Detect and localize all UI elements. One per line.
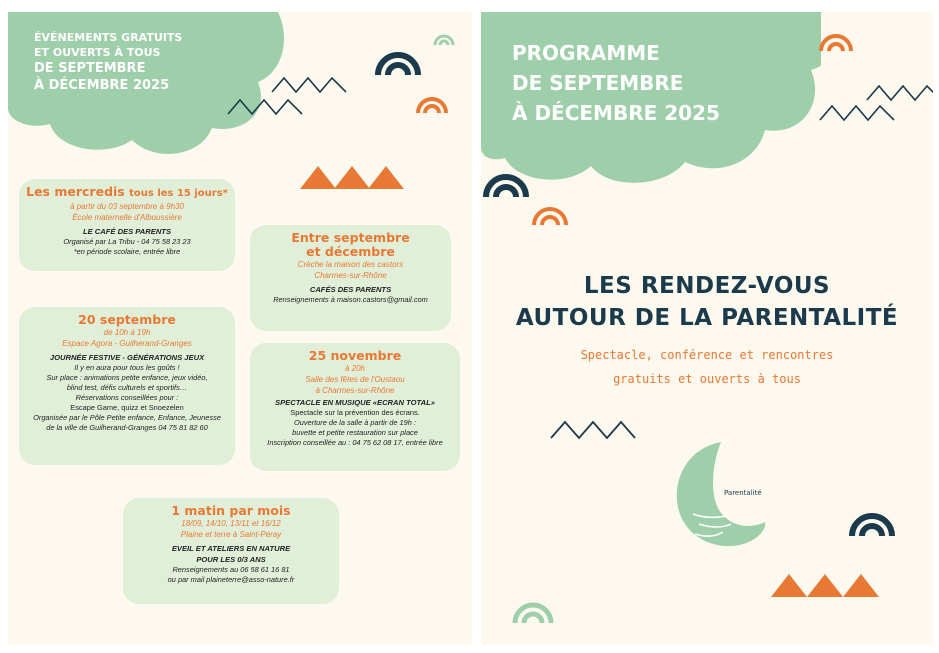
right-panel bbox=[481, 12, 933, 645]
event-info: Renseignements à maison.castors@gmail.com bbox=[273, 295, 428, 304]
event-title-2: et décembre bbox=[306, 244, 395, 259]
navy-rainbow-icon bbox=[372, 37, 424, 77]
event-note: *en période scolaire, entrée libre bbox=[73, 247, 181, 256]
orange-triangles-decoration bbox=[771, 572, 883, 598]
orange-rainbow-icon bbox=[415, 88, 449, 114]
program-line-2: DE SEPTEMBRE bbox=[512, 71, 684, 95]
event-time: de 10h à 19h bbox=[103, 328, 151, 337]
header-line-2: ET OUVERTS À TOUS bbox=[34, 46, 161, 59]
event-name: CAFÉS DES PARENTS bbox=[309, 285, 392, 294]
event-card-journee-festive bbox=[19, 307, 235, 465]
event-info-line: Spectacle sur la prévention des écrans. bbox=[290, 408, 420, 417]
event-info-line: Inscription conseillée au : 04 75 62 08 17, entrée libre bbox=[267, 438, 443, 447]
event-organizer-contact: de la ville de Guilherand-Granges 04 75 81 82 60 bbox=[46, 423, 208, 432]
event-card-eveil-nature bbox=[123, 498, 339, 604]
small-green-rainbow-icon bbox=[433, 30, 455, 46]
event-info-line: Sur place : animations petite enfance, jeux vidéo, bbox=[46, 373, 208, 382]
event-card-cafe-parents bbox=[19, 179, 235, 271]
green-rainbow-icon bbox=[511, 590, 555, 624]
event-title: 1 matin par mois bbox=[171, 503, 291, 518]
brochure-subtitle-line-2: gratuits et ouverts à tous bbox=[613, 372, 801, 386]
event-title: 20 septembre bbox=[78, 312, 176, 327]
orange-triangles-decoration bbox=[300, 164, 408, 190]
event-location: École maternelle d'Alboussière bbox=[72, 213, 182, 222]
event-frequency: tous les 15 jours* bbox=[129, 188, 228, 199]
event-name: SPECTACLE EN MUSIQUE «ECRAN TOTAL» bbox=[275, 398, 435, 407]
event-info-line: buvette et petite restauration sur place bbox=[292, 428, 418, 437]
event-info-line: Réservations conseillées pour : bbox=[75, 393, 179, 402]
event-info-line: Escape Game, quizz et Snoezelen bbox=[70, 403, 184, 412]
orange-rainbow-icon bbox=[531, 198, 569, 226]
navy-rainbow-icon bbox=[847, 497, 897, 537]
event-organizer: Organisée par le Pôle Petite enfance, Enfance, Jeunesse bbox=[33, 413, 221, 422]
event-card-ecran-total bbox=[250, 343, 460, 471]
event-location: Salle des fêtes de l'Oustaou bbox=[305, 375, 405, 384]
orange-rainbow-icon bbox=[818, 24, 854, 52]
event-info-line: Renseignements au 06 58 61 16 81 bbox=[172, 565, 290, 574]
event-time: à 20h bbox=[344, 364, 366, 373]
event-city: à Charmes-sur-Rhône bbox=[315, 386, 395, 395]
event-info: Organisé par La Tribu - 04 75 58 23 23 bbox=[63, 237, 191, 246]
event-card-cafes-parents-castors bbox=[250, 225, 451, 331]
header-line-4: À DÉCEMBRE 2025 bbox=[34, 78, 170, 93]
event-name: LE CAFÉ DES PARENTS bbox=[82, 227, 172, 236]
event-info-line: blind test, défis culturels et sportifs… bbox=[66, 383, 188, 392]
zigzag-line-decoration bbox=[226, 96, 306, 118]
zigzag-line-decoration bbox=[865, 82, 933, 104]
zigzag-line-decoration bbox=[818, 102, 898, 124]
event-info-line: Ouverture de la salle à partir de 19h : bbox=[293, 418, 416, 427]
event-location: Plaine et terre à Saint-Péray bbox=[180, 530, 282, 539]
event-date: à partir du 03 septembre à 9h30 bbox=[70, 202, 184, 211]
zigzag-line-decoration bbox=[270, 74, 350, 96]
event-audience: POUR LES 0/3 ANS bbox=[196, 555, 266, 564]
brochure-title-line-1: LES RENDEZ-VOUS bbox=[583, 273, 831, 299]
brochure-subtitle bbox=[481, 343, 933, 391]
brochure-title bbox=[481, 270, 933, 334]
event-info-line: ou par mail plaineterre@asso-nature.fr bbox=[167, 575, 295, 584]
event-name: EVEIL ET ATELIERS EN NATURE bbox=[171, 544, 291, 553]
event-title: Les mercredis bbox=[26, 184, 125, 199]
event-info-line: Il y en aura pour tous les goûts ! bbox=[74, 363, 180, 372]
program-line-3: À DÉCEMBRE 2025 bbox=[512, 101, 720, 125]
event-dates: 18/09, 14/10, 13/11 et 16/12 bbox=[181, 519, 281, 528]
header-line-1: ÉVÉNEMENTS GRATUITS bbox=[34, 31, 183, 44]
navy-rainbow-icon bbox=[481, 158, 531, 198]
event-city: Charmes-sur-Rhône bbox=[314, 271, 387, 280]
event-title: 25 novembre bbox=[308, 348, 402, 363]
event-location: Crèche la maison des castors bbox=[297, 260, 404, 269]
brochure-subtitle-line-1: Spectacle, conférence et rencontres bbox=[580, 348, 834, 362]
header-line-3: DE SEPTEMBRE bbox=[34, 61, 146, 76]
zigzag-line-decoration bbox=[549, 416, 639, 442]
event-title: Entre septembre bbox=[291, 230, 410, 245]
program-line-1: PROGRAMME bbox=[512, 41, 660, 65]
event-location: Espace Agora - Guilherand-Granges bbox=[62, 339, 192, 348]
brochure-title-line-2: AUTOUR DE LA PARENTALITÉ bbox=[515, 305, 899, 331]
left-panel bbox=[8, 12, 472, 645]
logo-text: Parentalité bbox=[724, 489, 762, 497]
event-name: JOURNÉE FESTIVE - GÉNÉRATIONS JEUX bbox=[49, 353, 205, 362]
